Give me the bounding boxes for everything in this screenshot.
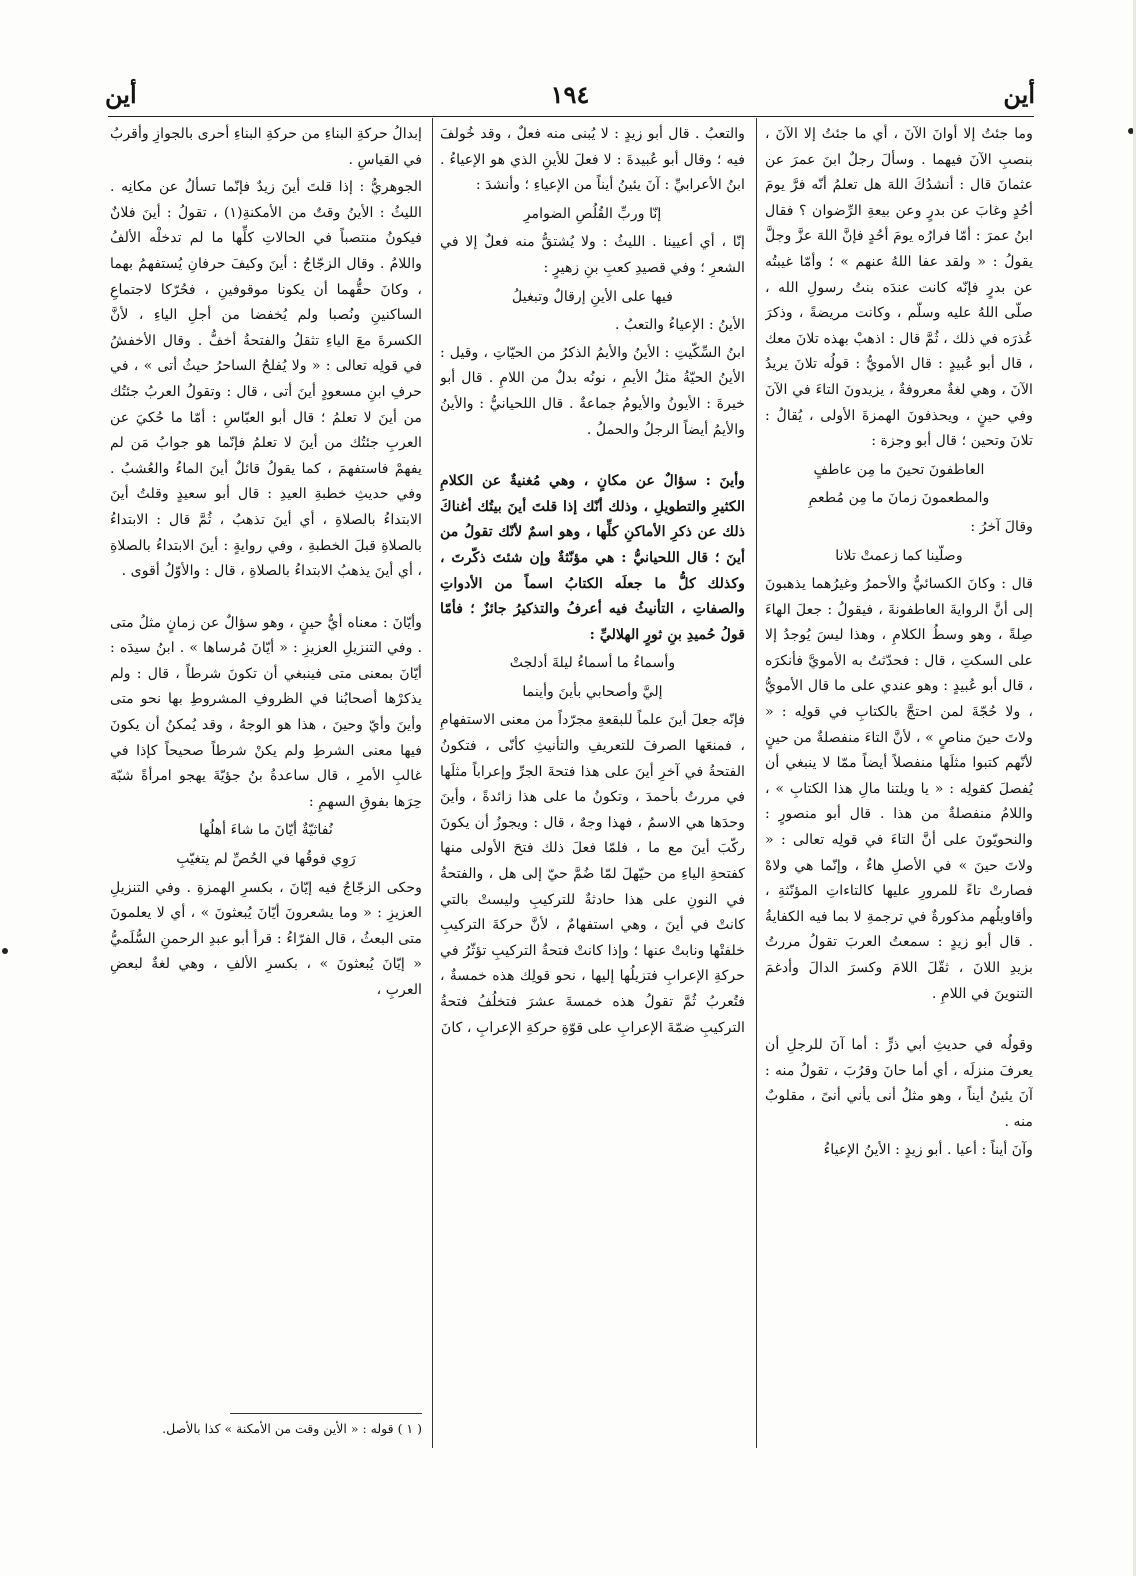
verse-line: فيها على الأينِ إرقالٌ وتبغيلُ (512, 288, 673, 305)
paragraph: وما جئتُ إلا أوانَ الآنَ ، أي ما جئتُ إلا الآنَ ، بنصبِ الآنَ فيهما . وسألَ رجلٌ ابنَ عمرَ عن عثمانَ قال : أنشدُكَ اللهَ هل تعلمُ أنّه فرَّ يومَ أحُدٍ وغابَ عن بدرٍ وعن بيعةِ الرِّضوان ؟ فقال ابنُ عمرَ : أمّا فرارُه يومَ أحُدٍ فإنَّ اللهَ عزَّ وجلَّ يقولُ : « ولقد عفا اللهُ عنهم » ؛ وأمّا غيبتُه عن بدرٍ فإنّه كانت عندَه بنتُ رسولِ الله ، صلّى اللهُ عليه وسلّم ، وكانت مريضةً ، وذكرَ عُذرَه في ذلك ، ثُمَّ قال : اذهبْ بهذه تلانَ معك ، قال أبو عُبيدٍ : قال الأمويُّ : قولُه تلانَ يريدُ الآنَ ، وهي لغةٌ معروفةٌ ، يزيدونَ التاءَ في الآنَ وفي حينٍ ، ويحذفونَ الهمزةَ الأولى ، يُقالُ : تلانَ وتحين ؛ قال أبو وجزة : (765, 126, 1033, 450)
paragraph: الجوهريُّ : إذا قلتَ أينَ زيدٌ فإنّما تسألُ عن مكانِه . الليثُ : الأينُ وقتٌ من الأمكنةِ(١) ، تقولُ : أينَ فلانٌ فيكونُ منتصباً في الحالاتِ كلِّها ما لم تدخلْه الألفُ واللامُ . وقال الزجّاجُ : أينَ وكيفَ حرفانِ يُستفهمُ بهما ، وكانَ حقُّهما أن يكونا موقوفينِ ، فحُرّكا لاجتماعِ الساكنينِ ونُصبا ولم يُخفضا من أجلِ الياءِ ، لأنَّ الكسرةَ معَ الياءِ تثقلُ والفتحةُ أخفُّ . وقال الأخفشُ في قولِه تعالى : « ولا يُفلحُ الساحرُ حيثُ أتى » ، في حرفِ ابنِ مسعودٍ أينَ أتى ، قال : وتقولُ العربُ جئتُك من أينَ لا تعلمُ ؛ قال أبو العبّاسِ : أمّا ما حُكيَ عن العربِ جئتُك من أينَ لا تعلمُ فإنّما هو جوابُ مَن لم يفهمْ فاستفهمَ ، كما يقولُ قائلٌ أينَ الماءُ والعُشبُ . وفي حديثِ خطبةِ العيدِ : قال أبو سعيدٍ وقلتُ أينَ الابتداءُ بالصلاةِ ، أي أينَ تذهبُ ، ثُمَّ قال : الابتداءُ بالصلاةِ قبلَ الخطبةِ ، وفي روايةٍ : أينَ الابتداءُ بالصلاةِ ، أي أينَ يذهبُ الابتداءُ بالصلاةِ ، قال : والأوّلُ أقوى . (110, 179, 422, 580)
entry-paragraph: وأيّانَ : معناه أيُّ حينٍ ، وهو سؤالٌ عن زمانٍ مثلُ متى . وفي التنزيلِ العزيزِ : « أيّانَ مُرساها » . ابنُ سيدَه : أيّانَ بمعنى متى فينبغي أن تكونَ شرطاً ، قال : ولم يذكرْها أصحابُنا في الظروفِ المشروطِ بها نحو متى وأينَ وأيّ وحينَ ، هذا هو الوجهُ ، وقد يُمكنُ أن يكونَ فيها معنى الشرطِ ولم يكنْ شرطاً صحيحاً كإذا في غالبِ الأمرِ ، قال ساعدةُ بنُ جؤيّةَ يهجو امرأةً شبّهَ حِرَها بفوقِ السهمِ : (110, 614, 422, 810)
footnote: ( ١ ) قوله : « الأين وقت من الأمكنة » كذا بالأصل. (162, 1421, 422, 1436)
column-separator (756, 118, 757, 1448)
verse-line: وأسماءُ ما أسماءُ ليلةَ أدلجتْ (509, 655, 676, 672)
page-number: ١٩٤ (550, 80, 590, 109)
paragraph: قال : وكانَ الكسائيُّ والأحمرُ وغيرُهما يذهبونَ إلى أنَّ الروايةَ العاطفونةَ ، فيقولُ : جعلَ الهاءَ صِلةً ، وهو وسطُ الكلامِ ، وهذا ليسَ يُوجدُ إلا على السكتِ ، قال : فحدّثتُ به الأمويَّ فأنكرَه ، قال أبو عُبيدٍ : وهو عندي على ما قال الأمويُّ ، ولا حُجّةَ لمن احتجَّ بالكتابِ في قولِه : « ولاتَ حينَ مناصٍ » ، لأنَّ التاءَ منفصلةٌ من حينٍ لأنّهم كتبوا مثلَها منفصلاً أيضاً ممّا لا ينبغي أن يُفصلَ كقولِه : « يا ويلتنا مالِ هذا الكتابِ » ، واللامُ منفصلةٌ من هذا . قال أبو منصورٍ : والنحويّونَ على أنَّ التاءَ في قولِه تعالى : « ولاتَ حينَ » في الأصلِ هاءٌ ، وإنّما هي ولاهْ فصارتْ تاءً للمرورِ عليها كالتاءاتِ المؤنّثةِ ، وأقاويلُهم مذكورةٌ في ترجمةِ لا بما فيه الكفايةُ . قال أبو زيدٍ : سمعتُ العربَ تقولُ مررتُ بزيدِ اللانَ ، ثقّلَ اللامَ وكسرَ الدالَ وأدغمَ التنوينَ في اللامِ . (765, 576, 1033, 1002)
column-separator (432, 118, 433, 1448)
paragraph: والتعبُ . قال أبو زيدٍ : لا يُبنى منه فعلٌ ، وقد خُولفَ فيه ؛ وقال أبو عُبيدةَ : لا فعلَ للأينِ الذي هو الإعياءُ . ابنُ الأعرابيِّ : آنَ يئينُ أيناً من الإعياءِ ؛ وأنشدَ : (440, 126, 745, 194)
paragraph: وقالَ آخرُ : (970, 518, 1033, 535)
header-catchword-right: أين (1003, 80, 1035, 109)
verse-line: العاطفونَ تحينَ ما مِن عاطفٍ (813, 461, 985, 478)
paragraph: فإنّه جعلَ أينَ علماً للبقعةِ مجرّداً من معنى الاستفهامِ ، فمنعَها الصرفَ للتعريفِ والتأنيثِ كأنّى ، فتكونُ الفتحةُ في آخرِ أينَ على هذا فتحةَ الجرِّ وإعراباً مثلَها في مررتُ بأحمدَ ، وتكونُ ما على هذا زائدةً ، وأينَ وحدَها هي الاسمُ ، فهذا وجهٌ ، قال : ويجوزُ أن يكونَ ركّبَ أينَ مع ما ، فلمّا فعلَ ذلك فتحَ الأولى منها كفتحةِ الياءِ من حيّهلَ لمّا ضُمَّ حيّ إلى هل ، والفتحةُ في النونِ على هذا حادثةٌ للتركيبِ وليستْ بالتي كانتْ في أينَ ، وهي استفهامٌ ، لأنَّ حركةَ التركيبِ خلفتْها ونابتْ عنها ؛ وإذا كانتْ فتحةُ التركيبِ تؤثّرُ في حركةِ الإعرابِ فتزيلُها إليها ، نحو قولِك هذه خمسةٌ ، فتُعربُ ثُمَّ تقولُ هذه خمسةَ عشرَ فتخلُفُ فتحةُ التركيبِ ضمّةَ الإعرابِ على قوّةِ حركةِ الإعرابِ ، كانَ (440, 712, 745, 1036)
footnote-rule (230, 1413, 422, 1414)
paragraph: الأينُ : الإعياءُ والتعبُ . (614, 317, 745, 334)
verse-line: والمطعمونَ زمانَ ما مِن مُطعمِ (808, 490, 990, 507)
verse-line: رَوِي فوقُها في الحُصِّ لم يتغيّبِ (176, 851, 356, 868)
entry-paragraph: وأينَ : سؤالٌ عن مكانٍ ، وهي مُغنيةٌ عن الكلامِ الكثيرِ والتطويلِ ، وذلك أنّك إذا قلتَ أينَ بيتُك أغناكَ ذلك عن ذكرِ الأماكنِ كلِّها ، وهو اسمٌ لأنّك تقولُ من أينَ ؛ قال اللحيانيُّ : هي مؤنّثةٌ وإن شئتَ ذكّرتَ ، وكذلك كلُّ ما جعلَه الكتابُ اسماً من الأدواتِ والصفاتِ ، التأنيثُ فيه أعرفُ والتذكيرُ جائزٌ ؛ فأمّا قولُ حُميدِ بنِ ثورٍ الهلاليِّ : (440, 473, 745, 643)
verse-line: إليَّ وأصحابي بأينَ وأينما (522, 683, 663, 700)
header-rule (108, 116, 1034, 117)
column-left (110, 122, 422, 1412)
column-middle (440, 122, 745, 1412)
verse-line: وصلّينا كما زعمتْ تلانا (835, 547, 963, 564)
paragraph: إبدالُ حركةِ البناءِ من حركةِ البناءِ أحرى بالجوازِ وأقربُ في القياسِ . (110, 126, 422, 168)
running-header (105, 80, 1035, 120)
scan-margin-mark (2, 948, 8, 954)
verse-line: نُفاثيّةٌ أيّانَ ما شاءَ أهلُها (199, 822, 333, 839)
column-right (765, 122, 1033, 1412)
paragraph: إنّا ، أي أعيينا . الليثُ : ولا يُشتقُّ منه فعلٌ إلا في الشعرِ ؛ وفي قصيدِ كعبِ بنِ زهيرٍ : (440, 234, 745, 276)
header-catchword-left: أين (105, 80, 137, 109)
paragraph: وحكى الزجّاجُ فيه إيّانَ ، بكسرِ الهمزةِ . وفي التنزيلِ العزيزِ : « وما يشعرونَ أيّانَ يُبعثونَ » ، أي لا يعلمونَ متى البعثُ ، قال الفرّاءُ : قرأ أبو عبدِ الرحمنِ السُّلَميُّ « إيّانَ يُبعثونَ » ، بكسرِ الألفِ ، وهي لغةٌ لبعضِ العربِ ، (110, 879, 422, 998)
paragraph: ابنُ السِّكّيتِ : الأينُ والأيمُ الذكرُ من الحيّاتِ ، وقيل : الأينُ الحيّةُ مثلُ الأيمِ ، نونُه بدلٌ من اللامِ . قال أبو خيرةَ : الأيونُ والأيومُ جماعةٌ . قال اللحيانيُّ : والأينُ والأيمُ أيضاً الرجلُ والحملُ . (440, 344, 745, 438)
verse-line: إنّا وربِّ القُلُصِ الضوامرِ (523, 205, 662, 222)
paragraph: وقولُه في حديثِ أبي ذرٍّ : أما آنَ للرجلِ أن يعرفَ منزلَه ، أي أما حانَ وقرُبَ ، تقولُ منه : آنَ يئينُ أيناً ، وهو مثلُ أنى يأني أنىً ، مقلوبٌ منه . (765, 1037, 1033, 1130)
paragraph: وآنَ أيناً : أعيا . أبو زيدٍ : الأينُ الإعياءُ (823, 1141, 1033, 1158)
